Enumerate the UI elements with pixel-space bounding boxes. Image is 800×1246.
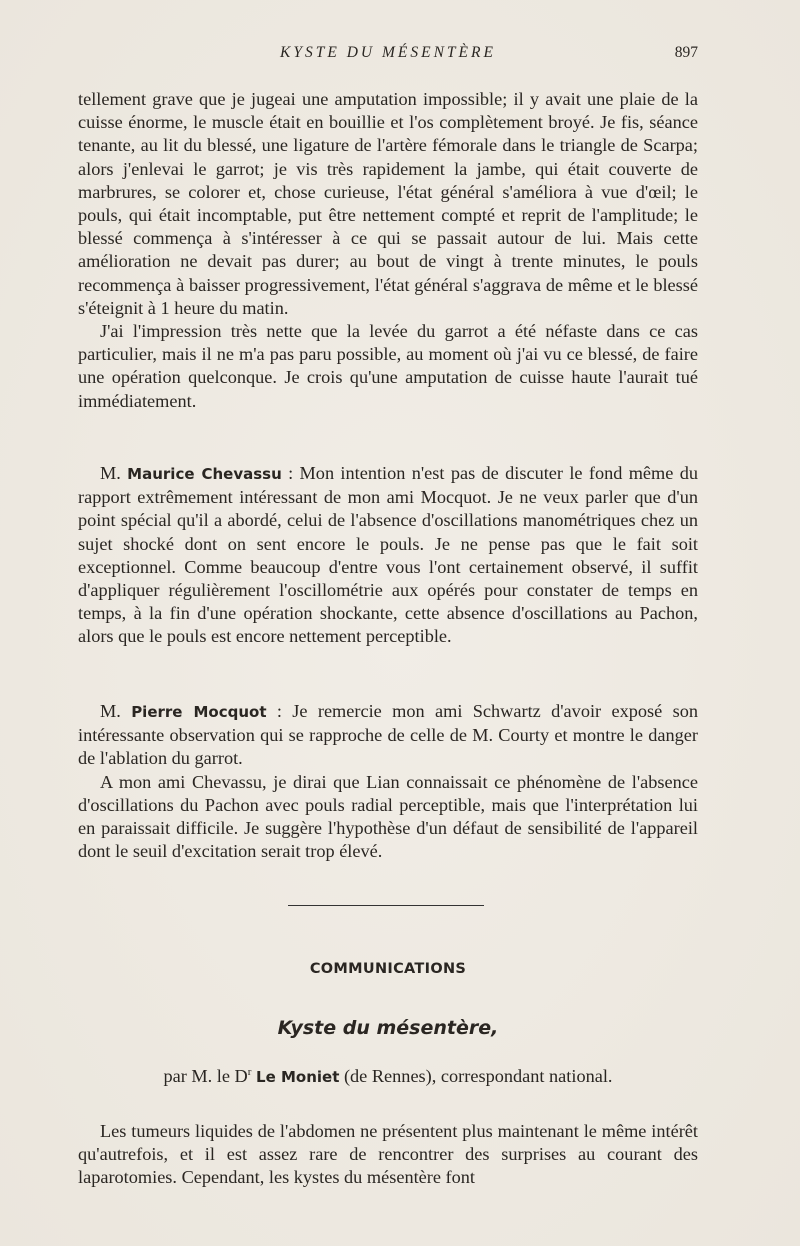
speaker-name: Pierre Mocquot — [131, 703, 267, 721]
section-divider — [288, 905, 484, 906]
author-name: Le Moniet — [256, 1068, 340, 1087]
chevassu-remark — [78, 462, 698, 649]
speaker-paragraph — [78, 700, 698, 771]
speaker-prefix: M. — [100, 701, 121, 721]
speaker-text: : Je remercie mon ami Schwartz d'avoir exposé son intéressante observation qui se rapproche de celle de M. Courty et montre le danger de l'ablation du garrot. — [78, 701, 698, 769]
byline-superscript: r — [247, 1066, 252, 1078]
page-number: 897 — [674, 44, 698, 61]
speaker-paragraph — [78, 462, 698, 649]
section-heading: COMMUNICATIONS — [309, 961, 467, 977]
speaker-name: Maurice Chevassu — [127, 465, 282, 483]
byline — [78, 1066, 698, 1087]
body-paragraph: A mon ami Chevassu, je dirai que Lian connaissait ce phénomène de l'absence d'oscillations du Pachon avec pouls radial perceptible, mais que l'interprétation lui en paraissait difficile. Je suggère l'hypothèse d'un défaut de sensibilité de l'appareil dont le seuil d'excitation serait trop élevé. — [78, 771, 698, 862]
running-title: KYSTE DU MÉSENTÈRE — [280, 44, 496, 61]
body-paragraph: tellement grave que je jugeai une amputation impossible; il y avait une plaie de la cuisse énorme, le muscle était en bouillie et l'os complètement broyé. Je fis, séance tenante, au lit du blessé, une ligature de l'artère fémorale dans le triangle de Scarpa; alors j'enlevai le garrot; je vis très rapidement la jambe, qui était couverte de marbrures, se colorer et, chose curieuse, l'état général s'améliora à vue d'œil; le pouls, qui était incomptable, put être nettement compté et reprit de l'amplitude; le blessé commença à s'intéresser à ce qui se passait autour de lui. Mais cette amélioration ne devait pas durer; au bout de vingt à trente minutes, le pouls recommença à baisser progressivement, l'état général s'aggrava de même et le blessé s'éteignit à 1 heure du matin. — [78, 89, 698, 318]
discussion-continuation — [78, 88, 698, 413]
body-paragraph: Les tumeurs liquides de l'abdomen ne présentent plus maintenant le même intérêt qu'autrefois, et il est assez rare de rencontrer des surprises au courant des laparotomies. Cependant, les kystes du mésentère font — [78, 1121, 698, 1188]
mocquot-remark — [78, 700, 698, 863]
article-title: Kyste du mésentère, — [277, 1017, 499, 1039]
body-paragraph: J'ai l'impression très nette que la levée du garrot a été néfaste dans ce cas particulier, mais il ne m'a pas paru possible, au moment où j'ai vu ce blessé, de faire une opération quelconque. Je crois qu'une amputation de cuisse haute l'aurait tué immédiatement. — [78, 321, 698, 411]
article-body — [78, 1120, 698, 1190]
speaker-text: : Mon intention n'est pas de discuter le fond même du rapport extrêmement intéressant de mon ami Mocquot. Je ne veux parler que d'un point spécial qu'il a abordé, celui de l'absence d'oscillations manométriques chez un sujet shocké dont on sent encore le pouls. Je ne pense pas que le fait soit exceptionnel. Comme beaucoup d'entre vous l'ont certainement observé, il suffit d'appliquer régulièrement l'oscillométrie aux opérés pour constater de temps en temps, à la fin d'une opération shockante, cette absence d'oscillations au Pachon, alors que le pouls est encore nettement perceptible. — [78, 463, 698, 647]
speaker-prefix: M. — [100, 463, 121, 483]
byline-prefix: par M. le D — [163, 1066, 248, 1087]
running-head — [78, 44, 698, 68]
byline-suffix: (de Rennes), correspondant national. — [339, 1066, 613, 1087]
